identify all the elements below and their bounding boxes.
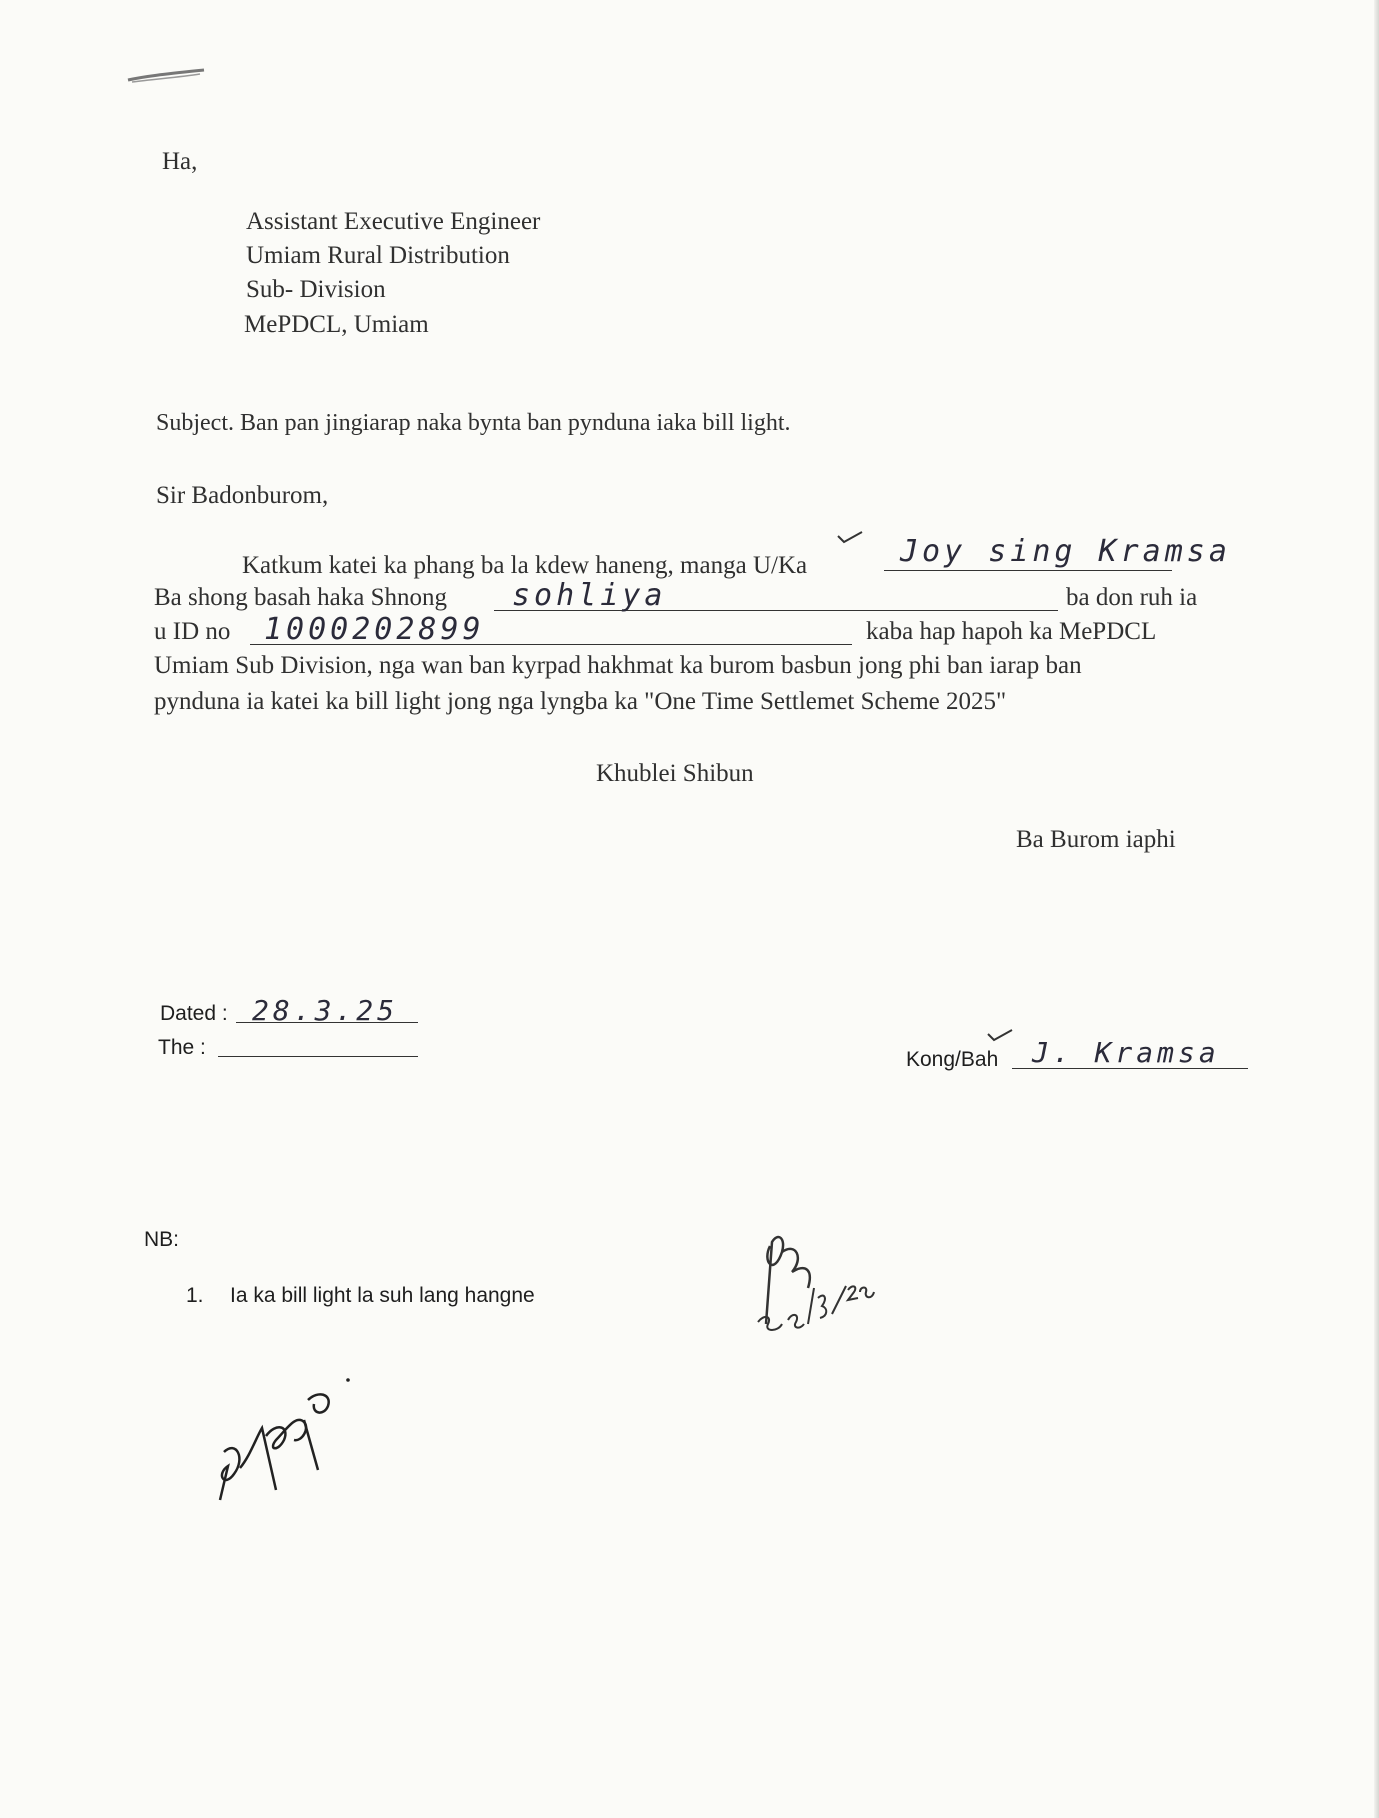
- body-line-3: [154, 618, 230, 646]
- body-line-4: Umiam Sub Division, nga wan ban kyrpad hakhmat ka burom basbun jong phi ban iarap ban: [154, 652, 1082, 679]
- scan-edge-shadow: [1374, 0, 1379, 1818]
- body-line-2: [154, 584, 447, 612]
- initial-signature: [748, 1228, 878, 1338]
- officer-signature: [206, 1370, 356, 1510]
- body-text: Katkum katei ka phang ba la kdew haneng, manga U/Ka: [242, 552, 808, 579]
- address-line-2: Umiam Rural Distribution: [246, 242, 510, 269]
- handwritten-date: 28.3.25: [252, 994, 399, 1027]
- body-text: u ID no: [154, 618, 231, 645]
- the-label: The :: [158, 1036, 206, 1059]
- salutation-to: Ha,: [162, 148, 198, 175]
- subject-line: Subject. Ban pan jingiarap naka bynta ban pynduna iaka bill light.: [156, 410, 791, 436]
- body-text: kaba hap hapoh ka MePDCL: [866, 618, 1157, 645]
- body-line-5: pynduna ia katei ka bill light jong nga lyngba ka "One Time Settlemet Scheme 2025": [154, 688, 1007, 715]
- handwritten-signature-name: J. Kramsa: [1032, 1036, 1220, 1069]
- dated-label: Dated :: [160, 1002, 228, 1025]
- ink-smudge: [126, 66, 208, 86]
- tick-mark: [986, 1028, 1016, 1044]
- handwritten-id: 1000202899: [264, 612, 485, 647]
- fill-line-the: [218, 1056, 418, 1057]
- body-text: Ba shong basah haka Shnong: [154, 584, 448, 611]
- body-text: ba don ruh ia: [1066, 584, 1198, 611]
- fill-line-name: [884, 570, 1172, 571]
- handwritten-name: Joy sing Kramsa: [900, 534, 1231, 569]
- address-line-4: MePDCL, Umiam: [244, 311, 429, 338]
- handwritten-village: sohliya: [512, 578, 667, 613]
- closing: Khublei Shibun: [596, 760, 754, 787]
- tick-mark: [836, 530, 866, 548]
- address-line-1: Assistant Executive Engineer: [246, 208, 541, 235]
- kong-bah-label: Kong/Bah: [906, 1048, 999, 1071]
- greeting: Sir Badonburom,: [156, 482, 329, 509]
- nb-item-number: 1.: [186, 1284, 204, 1307]
- nb-label: NB:: [144, 1228, 180, 1251]
- address-line-3: Sub- Division: [246, 276, 386, 303]
- nb-item-1: Ia ka bill light la suh lang hangne: [230, 1284, 535, 1307]
- sign-off: Ba Burom iaphi: [1016, 826, 1176, 853]
- body-line-1: [242, 552, 807, 580]
